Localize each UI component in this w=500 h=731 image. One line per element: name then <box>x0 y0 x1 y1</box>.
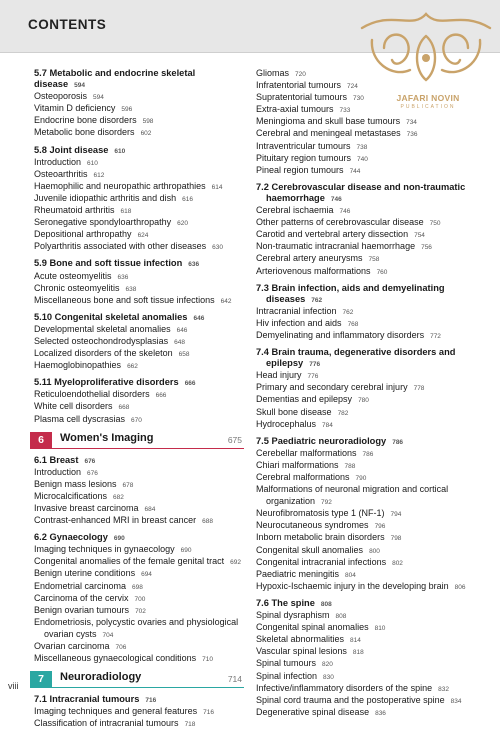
toc-entry-page: 818 <box>352 649 364 657</box>
toc-entry-page: 630 <box>212 244 223 252</box>
toc-entry[interactable] <box>256 253 468 265</box>
chapter-page: 714 <box>227 674 242 685</box>
toc-entry-page: 790 <box>355 475 367 482</box>
chapter-title: Women's Imaging <box>60 431 154 444</box>
toc-entry-title: Paediatric meningitis <box>256 568 340 579</box>
toc-entry[interactable] <box>34 324 246 336</box>
toc-entry[interactable] <box>256 508 468 520</box>
toc-entry-page: 602 <box>140 130 152 138</box>
toc-entry-page: 836 <box>375 709 386 717</box>
toc-entry[interactable] <box>256 419 468 431</box>
toc-entry-title: Developmental skeletal anomalies <box>34 323 171 334</box>
toc-entry-page: 830 <box>323 673 334 681</box>
section-5-10 <box>34 312 246 372</box>
toc-entry-page: 782 <box>337 409 349 417</box>
toc-entry-title: Introduction <box>34 156 82 167</box>
toc-entry-title: Carotid and vertebral artery dissection <box>256 229 409 240</box>
toc-entry-title: Juvenile idiopathic arthritis and dish <box>34 192 177 203</box>
toc-entry-title: Skull bone disease <box>256 406 332 417</box>
toc-entry-page: 736 <box>406 131 418 139</box>
toc-entry-title: Hypoxic-Ischaemic injury in the developing brain <box>256 580 449 591</box>
toc-entry[interactable] <box>256 622 468 634</box>
toc-entry-page: 754 <box>414 232 425 240</box>
chapter-6-heading[interactable] <box>30 432 244 449</box>
toc-entry[interactable] <box>34 641 246 653</box>
toc-entry-page: 610 <box>87 159 98 167</box>
toc-entry[interactable] <box>34 414 246 426</box>
toc-entry[interactable] <box>256 229 468 241</box>
toc-entry-page: 688 <box>202 518 213 526</box>
toc-entry-page: 618 <box>120 208 132 216</box>
chapter-7-heading[interactable] <box>30 671 244 688</box>
toc-entry-title: Gliomas <box>256 68 290 78</box>
page-number: viii <box>8 681 19 691</box>
toc-entry-title: Spinal dysraphism <box>256 610 330 621</box>
toc-entry[interactable] <box>256 382 468 394</box>
toc-entry-title: organization <box>266 496 316 507</box>
toc-entry[interactable] <box>34 193 246 205</box>
toc-entry-title: Seronegative spondyloarthropathy <box>34 217 172 228</box>
toc-entry[interactable] <box>256 520 468 532</box>
toc-entry-page: 778 <box>413 385 425 393</box>
toc-entry-title: Invasive breast carcinoma <box>34 503 139 513</box>
toc-entry[interactable] <box>256 116 468 128</box>
toc-entry-page: 698 <box>132 583 143 591</box>
toc-entry-page: 678 <box>122 481 134 489</box>
toc-entry-title: Metabolic bone disorders <box>34 127 135 138</box>
toc-entry[interactable] <box>34 241 246 253</box>
toc-entry-title: Contrast-enhanced MRI in breast cancer <box>34 515 197 526</box>
toc-entry-title: Demyelinating and inflammatory disorders <box>256 329 425 340</box>
logo-name: JAFARI NOVIN <box>396 93 460 103</box>
toc-entry[interactable] <box>34 479 246 491</box>
toc-entry[interactable] <box>34 181 246 193</box>
toc-entry-page: 798 <box>390 535 402 543</box>
toc-entry-title: Imaging techniques in gynaecology <box>34 544 175 555</box>
toc-entry-title: Vascular spinal lesions <box>256 646 347 657</box>
toc-entry-page: 594 <box>93 94 104 102</box>
toc-entry-page: 794 <box>390 511 402 519</box>
toc-entry-title: Dementias and epilepsy <box>256 394 353 405</box>
toc-entry-page: 810 <box>374 625 386 633</box>
toc-entry-title: Spinal cord trauma and the postoperative spine <box>256 694 445 705</box>
section-6-1 <box>34 455 246 528</box>
toc-entry-page: 700 <box>134 595 146 603</box>
toc-entry-page: 730 <box>353 95 364 103</box>
toc-entry-page: 684 <box>144 506 156 513</box>
toc-entry[interactable] <box>256 448 468 460</box>
chapter-number: 6 <box>30 432 52 448</box>
toc-entry-page: 612 <box>93 171 105 179</box>
toc-entry-title: Miscellaneous gynaecological conditions <box>34 653 197 664</box>
toc-entry-page: 706 <box>115 644 127 652</box>
toc-entry[interactable] <box>34 467 246 479</box>
toc-entry-page: 724 <box>347 83 358 91</box>
toc-entry-title: Rheumatoid arthritis <box>34 205 115 216</box>
toc-entry-title: Arteriovenous malformations <box>256 265 371 276</box>
toc-entry-page: 780 <box>358 397 369 405</box>
section-heading[interactable]: 6.1 Breast 676 <box>34 454 96 465</box>
toc-entry[interactable] <box>256 241 468 253</box>
toc-entry[interactable] <box>34 556 246 568</box>
toc-entry[interactable] <box>256 330 468 342</box>
toc-entry-title: Endometrial carcinoma <box>34 580 127 591</box>
toc-entry[interactable] <box>34 91 246 103</box>
toc-entry[interactable] <box>256 658 468 670</box>
toc-entry-page: 646 <box>176 326 188 334</box>
toc-entry[interactable] <box>256 646 468 658</box>
toc-entry-title: Osteoarthritis <box>34 168 88 179</box>
toc-entry-title: ovarian cysts <box>44 628 97 639</box>
toc-entry-title: Neurocutaneous syndromes <box>256 520 369 531</box>
toc-entry-page: 704 <box>102 631 114 639</box>
toc-entry-page: 716 <box>203 709 214 717</box>
toc-entry-page: 658 <box>178 351 190 359</box>
toc-entry-page: 786 <box>362 450 374 458</box>
toc-entry-title: Selected osteochondrodysplasias <box>34 335 169 346</box>
toc-entry[interactable] <box>34 360 246 372</box>
toc-entry[interactable] <box>34 103 246 115</box>
toc-entry-title: Miscellaneous bone and soft tissue infections <box>34 294 215 305</box>
section-heading[interactable]: 7.3 Brain infection, aids and demyelinating diseases 762 <box>256 282 445 304</box>
toc-entry[interactable] <box>256 92 468 104</box>
toc-entry-page: 692 <box>230 559 241 567</box>
toc-entry-page: 792 <box>321 499 332 507</box>
toc-entry[interactable] <box>34 348 246 360</box>
toc-entry[interactable] <box>256 634 468 646</box>
toc-entry-page: 820 <box>322 661 333 669</box>
toc-entry-title: Pituitary region tumours <box>256 152 352 163</box>
section-6-2 <box>34 532 246 665</box>
toc-entry-page: 710 <box>202 656 213 664</box>
toc-entry[interactable] <box>256 141 468 153</box>
toc-entry-page: 662 <box>127 363 138 371</box>
toc-entry-title: Extra-axial tumours <box>256 104 334 115</box>
toc-entry[interactable] <box>34 718 246 730</box>
toc-entry-page: 718 <box>184 721 196 729</box>
section-heading[interactable]: 7.5 Paediatric neuroradiology 786 <box>256 435 404 446</box>
section-heading[interactable]: 5.8 Joint disease 610 <box>34 144 126 155</box>
toc-entry[interactable] <box>34 568 246 580</box>
toc-entry[interactable] <box>256 128 468 140</box>
section-5-7 <box>34 68 246 140</box>
toc-entry[interactable] <box>34 115 246 127</box>
toc-entry-page: 808 <box>335 613 347 621</box>
toc-entry-title: Chronic osteomyelitis <box>34 282 120 293</box>
toc-entry[interactable] <box>256 318 468 330</box>
toc-left-column <box>34 68 246 731</box>
toc-entry-title: Cerebral ischaemia <box>256 205 334 216</box>
toc-entry[interactable] <box>256 683 468 695</box>
toc-entry-page: 738 <box>356 143 368 151</box>
toc-entry[interactable] <box>34 283 246 295</box>
toc-entry-page: 670 <box>131 416 142 424</box>
toc-entry[interactable] <box>256 581 468 593</box>
toc-entry-page: 616 <box>182 195 193 203</box>
toc-entry-page: 796 <box>374 523 386 531</box>
toc-entry[interactable] <box>256 460 468 472</box>
toc-entry[interactable] <box>34 515 246 527</box>
toc-entry-title: Malformations of neuronal migration and cortical <box>256 484 449 495</box>
toc-entry-title: Cerebral malformations <box>256 472 350 482</box>
toc-entry-page: 614 <box>211 183 223 191</box>
toc-entry-title: Head injury <box>256 370 302 381</box>
toc-entry[interactable] <box>256 484 468 496</box>
toc-entry[interactable] <box>256 545 468 557</box>
toc-entry-title: Supratentorial tumours <box>256 92 348 103</box>
toc-entry-title: Endocrine bone disorders <box>34 115 137 126</box>
toc-entry-title: Hiv infection and aids <box>256 317 342 328</box>
toc-entry[interactable] <box>34 271 246 283</box>
logo-subtitle: PUBLICATION <box>400 104 456 110</box>
section-heading[interactable]: 7.4 Brain trauma, degenerative disorders and epilepsy 776 <box>256 347 456 369</box>
toc-entry-page: 750 <box>429 220 441 228</box>
toc-entry[interactable] <box>256 569 468 581</box>
toc-entry-title: Benign uterine conditions <box>34 568 136 579</box>
toc-entry[interactable] <box>256 472 468 484</box>
toc-entry-title: Osteoporosis <box>34 91 88 102</box>
chapter-number: 7 <box>30 671 52 687</box>
toc-entry-page: 784 <box>322 421 333 429</box>
section-7-5 <box>256 436 468 593</box>
toc-entry-title: Ovarian carcinoma <box>34 641 110 652</box>
toc-entry[interactable] <box>34 169 246 181</box>
toc-entry-title: Localized disorders of the skeleton <box>34 348 173 359</box>
toc-entry[interactable] <box>34 127 246 139</box>
toc-entry-title: Cerebral artery aneurysms <box>256 253 363 264</box>
toc-entry[interactable] <box>34 217 246 229</box>
toc-entry-title: Congenital anomalies of the female genital tract <box>34 556 225 567</box>
toc-entry-page: 666 <box>155 392 167 400</box>
toc-entry-page: 598 <box>142 118 154 126</box>
toc-entry-title: Neurofibromatosis type 1 (NF-1) <box>256 508 385 519</box>
toc-entry[interactable] <box>256 217 468 229</box>
toc-entry-title: Imaging techniques and general features <box>34 706 198 717</box>
toc-entry[interactable] <box>256 394 468 406</box>
toc-entry-page: 746 <box>339 208 351 216</box>
toc-entry[interactable] <box>34 229 246 241</box>
toc-entry-title: Cerebral and meningeal metastases <box>256 128 401 139</box>
toc-entry-title: Haemoglobinopathies <box>34 360 122 371</box>
toc-entry-title: Endometriosis, polycystic ovaries and physiological <box>34 616 239 627</box>
toc-entry[interactable] <box>34 389 246 401</box>
toc-entry-page: 768 <box>347 320 359 328</box>
toc-entry[interactable] <box>256 306 468 318</box>
toc-entry-page: 804 <box>345 571 356 579</box>
toc-entry-page: 624 <box>137 232 149 240</box>
toc-entry-page: 814 <box>350 637 361 645</box>
toc-entry-title: Inborn metabolic brain disorders <box>256 532 385 543</box>
toc-entry[interactable] <box>34 503 246 515</box>
toc-entry-page: 676 <box>87 469 98 477</box>
section-heading[interactable]: 5.10 Congenital skeletal anomalies 646 <box>34 311 205 322</box>
toc-entry-page: 733 <box>339 107 351 115</box>
toc-entry[interactable] <box>256 610 468 622</box>
toc-entry[interactable] <box>256 68 468 80</box>
toc-entry-page: 682 <box>113 493 124 501</box>
toc-entry[interactable] <box>34 629 246 641</box>
toc-entry-page: 834 <box>450 697 462 705</box>
toc-entry[interactable] <box>34 491 246 503</box>
toc-entry[interactable] <box>34 157 246 169</box>
toc-entry-page: 758 <box>368 256 380 264</box>
toc-entry[interactable] <box>34 581 246 593</box>
toc-entry-title: Acute osteomyelitis <box>34 270 112 281</box>
toc-entry-title: Hydrocephalus <box>256 418 317 429</box>
toc-entry-title: Meningioma and skull base tumours <box>256 116 401 127</box>
toc-entry-title: Classification of intracranial tumours <box>34 718 179 729</box>
toc-entry[interactable] <box>34 205 246 217</box>
toc-entry-page: 720 <box>295 71 306 78</box>
toc-entry-page: 832 <box>438 685 449 693</box>
toc-entry-title: Depositional arthropathy <box>34 229 132 240</box>
toc-entry-title: Non-traumatic intracranial haemorrhage <box>256 241 416 252</box>
toc-entry-page: 788 <box>344 462 356 470</box>
toc-entry-title: Intraventricular tumours <box>256 140 351 151</box>
toc-entry-title: Congenital skull anomalies <box>256 544 364 555</box>
toc-entry-page: 740 <box>357 155 368 163</box>
section-7-3 <box>256 283 468 342</box>
toc-entry-title: Cerebellar malformations <box>256 447 357 458</box>
toc-entry-page: 694 <box>141 571 152 579</box>
toc-entry-page: 744 <box>349 167 361 175</box>
section-7-1-continued <box>256 68 468 177</box>
toc-entry-title: Benign ovarian tumours <box>34 604 130 615</box>
toc-entry[interactable] <box>256 707 468 719</box>
toc-entry-page: 762 <box>342 308 354 316</box>
toc-entry-title: Plasma cell dyscrasias <box>34 413 126 424</box>
toc-entry-page: 636 <box>117 273 129 281</box>
section-heading[interactable]: 5.11 Myeloproliferative disorders 666 <box>34 377 196 388</box>
toc-entry[interactable] <box>34 593 246 605</box>
toc-entry[interactable] <box>34 401 246 413</box>
toc-entry[interactable] <box>256 104 468 116</box>
toc-entry-title: Intracranial infection <box>256 305 337 316</box>
toc-entry-title: Polyarthritis associated with other diseases <box>34 241 207 252</box>
section-heading[interactable]: 5.7 Metabolic and endocrine skeletal disease 594 <box>34 68 196 90</box>
toc-entry-title: Microcalcifications <box>34 490 108 501</box>
toc-entry-title: Congenital spinal anomalies <box>256 622 369 633</box>
chapter-page: 675 <box>227 434 242 445</box>
toc-entry[interactable] <box>256 671 468 683</box>
page-title: CONTENTS <box>28 17 107 32</box>
toc-entry-page: 734 <box>406 119 417 127</box>
toc-entry-title: Benign mass lesions <box>34 478 117 489</box>
toc-entry[interactable] <box>256 532 468 544</box>
toc-entry-title: Degenerative spinal disease <box>256 706 370 717</box>
toc-entry-title: Infective/inflammatory disorders of the spine <box>256 682 433 693</box>
section-5-9 <box>34 258 246 306</box>
section-heading[interactable]: 6.2 Gynaecology 690 <box>34 532 125 543</box>
section-heading[interactable]: 7.1 Intracranial tumours 716 <box>34 694 157 705</box>
toc-entry[interactable] <box>256 205 468 217</box>
toc-entry-title: Introduction <box>34 466 82 477</box>
chapter-title: Neuroradiology <box>60 671 142 684</box>
toc-entry-page: 648 <box>174 338 185 346</box>
toc-entry[interactable] <box>256 80 468 92</box>
toc-entry-title: Pineal region tumours <box>256 164 344 175</box>
toc-entry[interactable] <box>34 336 246 348</box>
toc-entry-page: 668 <box>118 404 130 412</box>
section-5-8 <box>34 145 246 254</box>
toc-entry-page: 642 <box>220 297 232 305</box>
toc-entry-page: 638 <box>125 285 137 293</box>
toc-entry[interactable] <box>256 165 468 177</box>
section-7-2 <box>256 182 468 278</box>
toc-entry[interactable] <box>256 496 468 508</box>
toc-entry-title: White cell disorders <box>34 401 113 412</box>
section-heading[interactable]: 5.9 Bone and soft tissue infection 636 <box>34 258 200 269</box>
toc-entry-page: 800 <box>369 547 380 555</box>
section-7-4 <box>256 347 468 431</box>
toc-right-column <box>256 68 468 719</box>
toc-entry-title: Reticuloendothelial disorders <box>34 389 150 400</box>
toc-entry-page: 802 <box>392 559 403 567</box>
toc-entry-page: 690 <box>180 547 192 555</box>
toc-entry[interactable] <box>34 706 246 718</box>
toc-entry[interactable] <box>34 295 246 307</box>
toc-entry[interactable] <box>256 153 468 165</box>
toc-entry-page: 776 <box>307 373 319 381</box>
toc-entry-title: Spinal tumours <box>256 658 317 669</box>
toc-entry-title: Spinal infection <box>256 670 318 681</box>
toc-entry[interactable] <box>34 653 246 665</box>
toc-entry-page: 806 <box>454 583 466 591</box>
toc-entry-title: Infratentorial tumours <box>256 80 342 91</box>
toc-entry[interactable] <box>34 605 246 617</box>
toc-entry-page: 596 <box>121 106 133 114</box>
toc-entry[interactable] <box>256 695 468 707</box>
toc-entry-title: Chiari malformations <box>256 459 339 470</box>
toc-entry[interactable] <box>34 544 246 556</box>
toc-entry[interactable] <box>256 407 468 419</box>
toc-entry-page: 760 <box>376 268 388 276</box>
toc-entry-title: Congenital intracranial infections <box>256 556 387 567</box>
toc-entry-title: Haemophilic and neuropathic arthropathies <box>34 180 206 191</box>
toc-entry[interactable] <box>256 557 468 569</box>
toc-entry[interactable] <box>256 266 468 278</box>
section-heading[interactable]: 7.2 Cerebrovascular disease and non-traumatic haemorrhage 746 <box>256 181 466 203</box>
section-5-11 <box>34 377 246 425</box>
toc-entry-title: Skeletal abnormalities <box>256 634 345 645</box>
toc-entry-page: 620 <box>177 220 188 228</box>
toc-entry-title: Other patterns of cerebrovascular disease <box>256 217 424 228</box>
toc-entry[interactable] <box>256 370 468 382</box>
toc-entry-title: Vitamin D deficiency <box>34 103 116 114</box>
toc-entry-title: Carcinoma of the cervix <box>34 592 129 603</box>
toc-entry-page: 702 <box>135 607 146 615</box>
section-7-6 <box>256 598 468 719</box>
toc-entry-page: 772 <box>430 332 441 340</box>
section-heading[interactable]: 7.6 The spine 808 <box>256 597 332 608</box>
toc-entry[interactable] <box>34 617 246 629</box>
toc-entry-page: 756 <box>421 244 432 252</box>
toc-entry-title: Primary and secondary cerebral injury <box>256 382 408 393</box>
